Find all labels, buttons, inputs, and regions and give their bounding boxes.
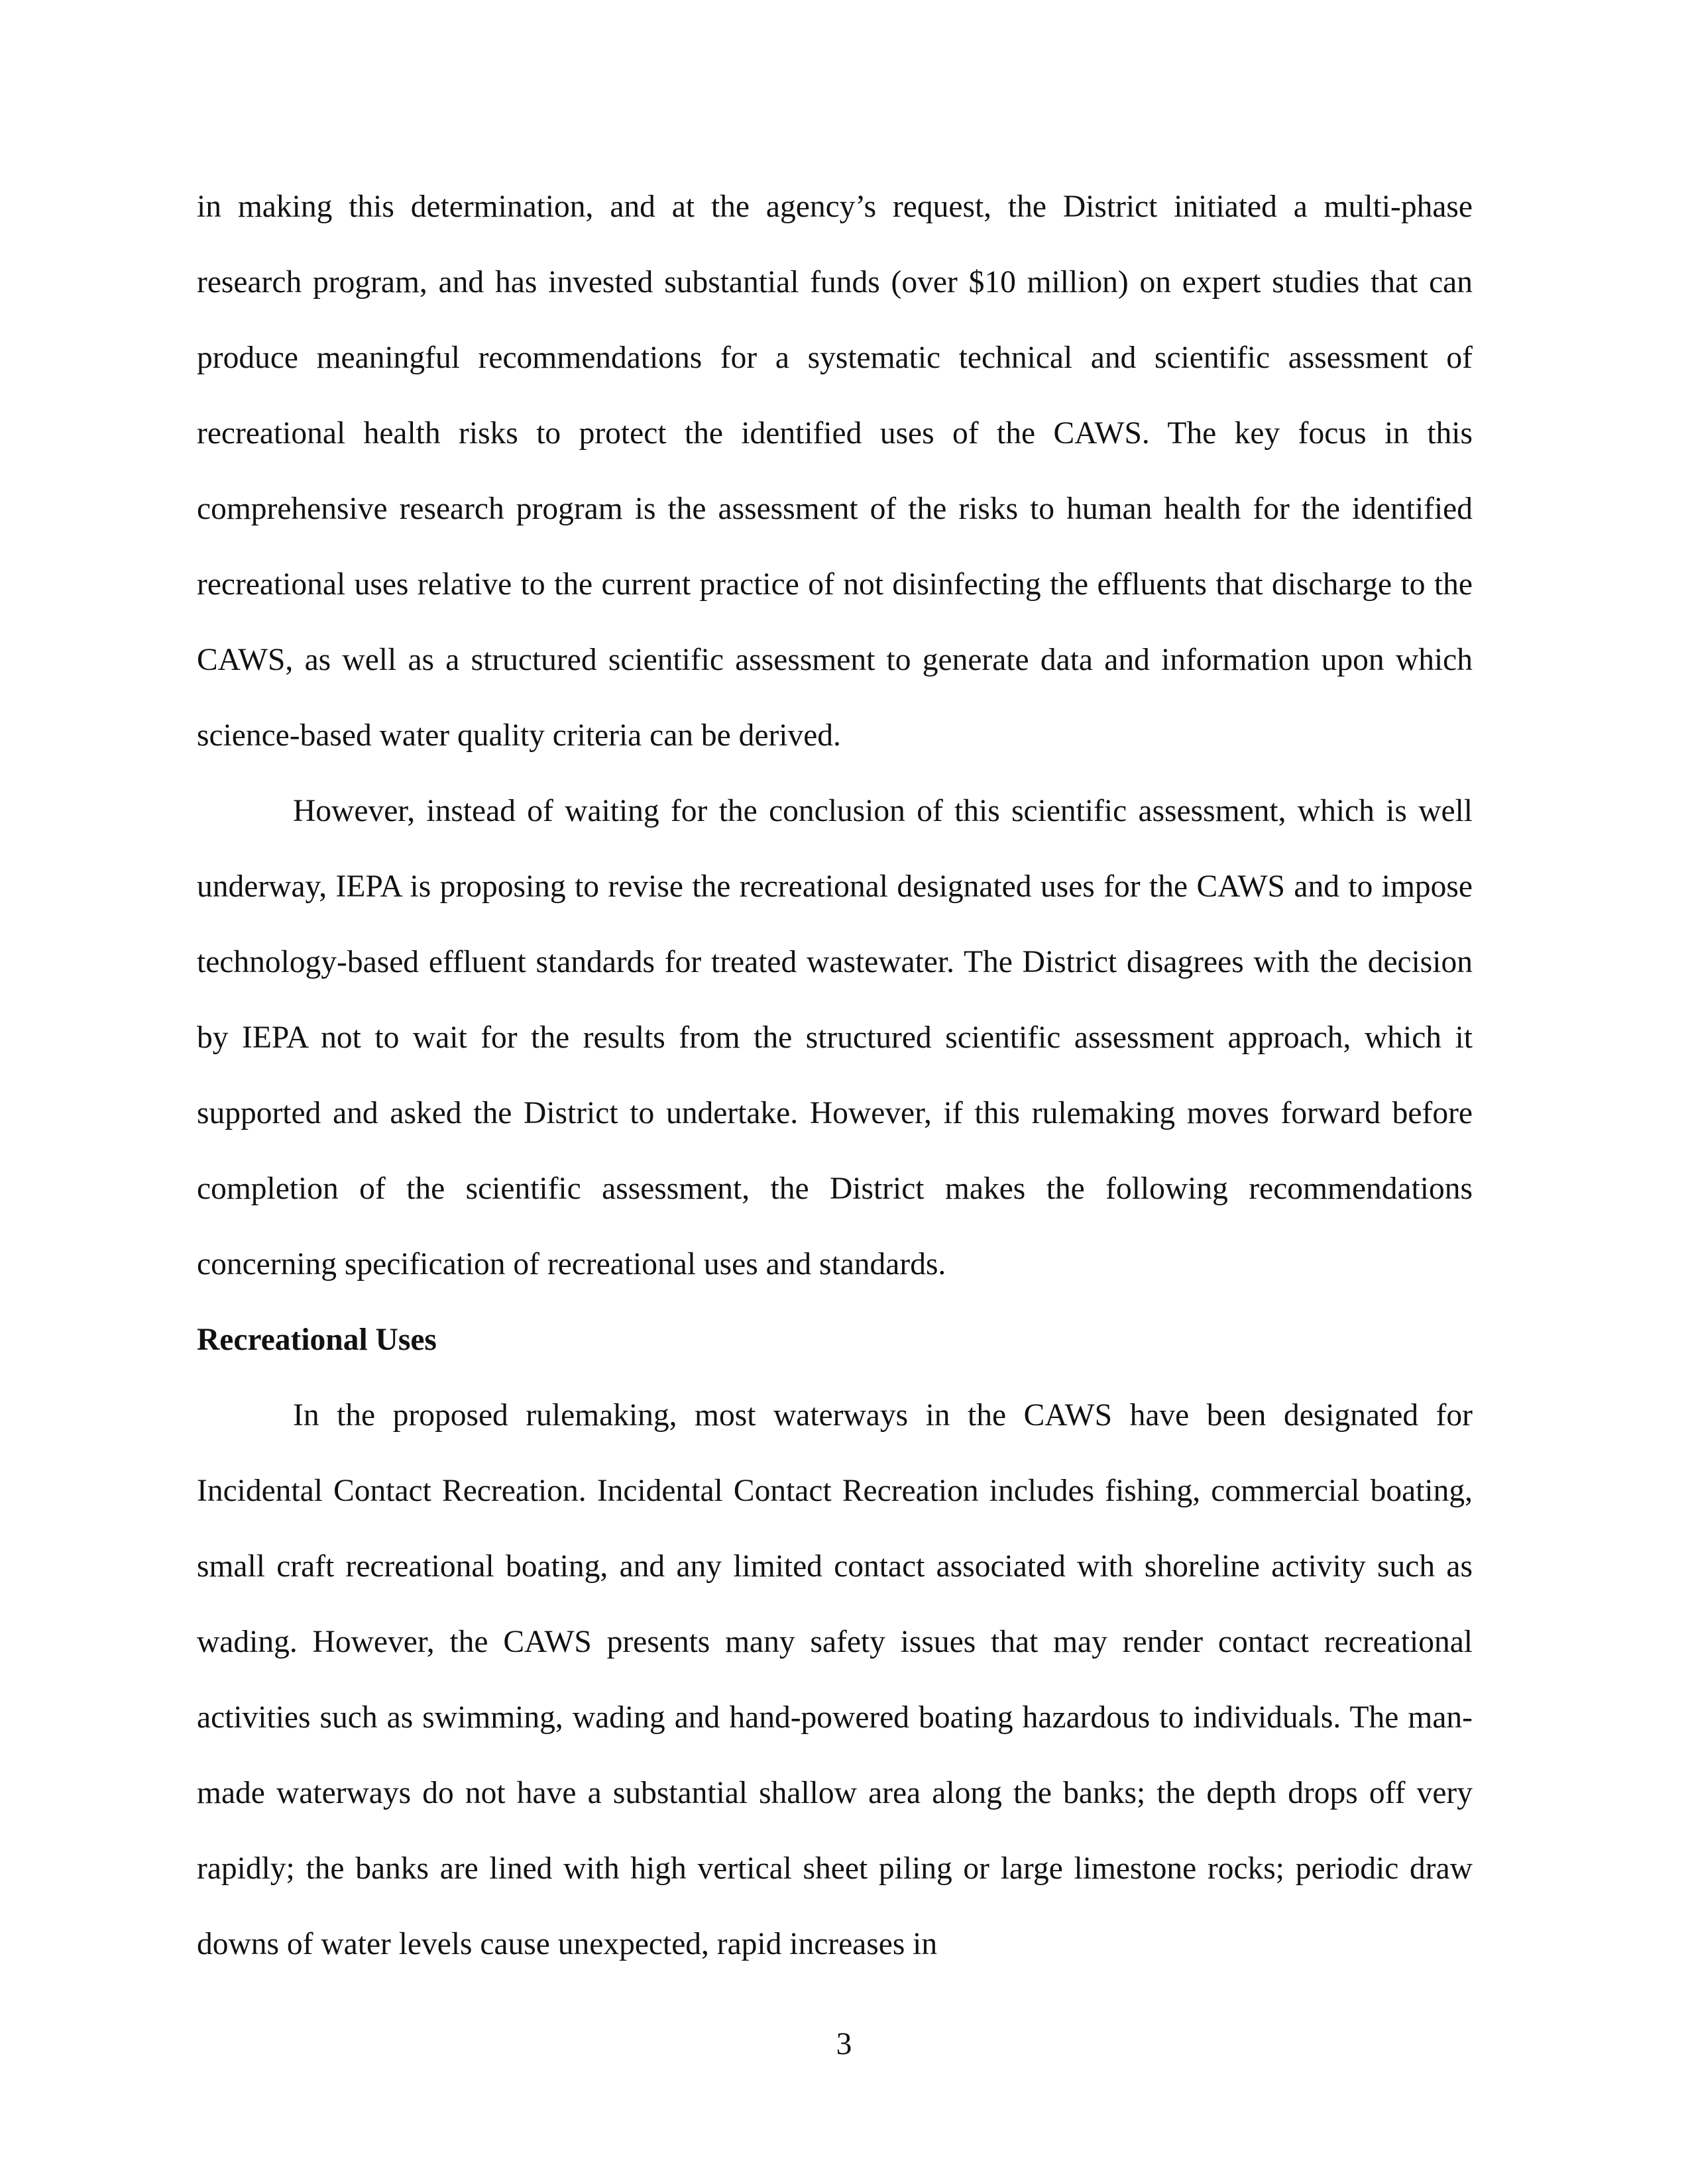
paragraph-continuation: in making this determination, and at the agency’s request, the District initiated a multi-phase research program, and has invested substantial funds (over $10 million) on expert studies that can produce meaningful recommendations for a systematic technical and scientific assessment of recreational health risks to protect the identified uses of the CAWS. The key focus in this comprehensive research program is the assessment of the risks to human health for the identified recreational uses relative to the current practice of not disinfecting the effluents that discharge to the CAWS, as well as a structured scientific assessment to generate data and information upon which science-based water quality criteria can be derived. [197, 190, 1473, 753]
paragraph-however: However, instead of waiting for the conclusion of this scientific assessment, which is well underway, IEPA is proposing to revise the recreational designated uses for the CAWS and to impose technology-based effluent standards for treated wastewater. The District disagrees with the decision by IEPA not to wait for the results from the structured scientific assessment approach, which it supported and asked the District to undertake. However, if this rulemaking moves forward before completion of the scientific assessment, the District makes the following recommendations concerning specification of recreational uses and standards. [197, 794, 1473, 1282]
page-number: 3 [836, 2027, 852, 2061]
section-heading: Recreational Uses [197, 1323, 437, 1357]
paragraph-recreational-uses: In the proposed rulemaking, most waterways in the CAWS have been designated for Incidental Contact Recreation. Incidental Contact Recreation includes fishing, commercial boating, small craft recreational boating, and any limited contact associated with shoreline activity such as wading. However, the CAWS presents many safety issues that may render contact recreational activities such as swimming, wading and hand-powered boating hazardous to individuals. The man-made waterways do not have a substantial shallow area along the banks; the depth drops off very rapidly; the banks are lined with high vertical sheet piling or large limestone rocks; periodic draw downs of water levels cause unexpected, rapid increases in [197, 1398, 1473, 1961]
body-text [197, 169, 1473, 1982]
